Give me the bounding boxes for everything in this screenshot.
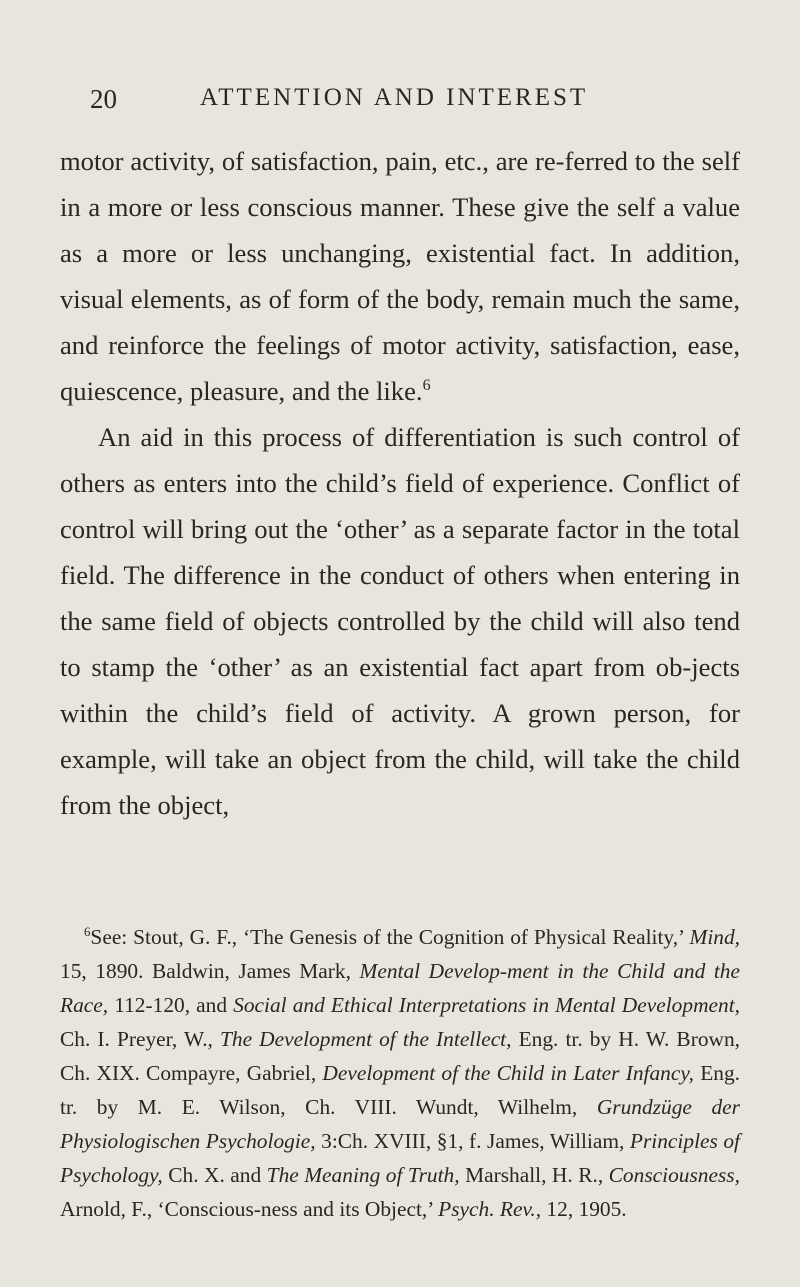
footnote-title: Mind, (689, 925, 740, 949)
footnote-text (60, 920, 740, 1226)
page-number: 20 (90, 84, 117, 114)
footnote-marker: 6 (84, 924, 91, 939)
body-text (60, 138, 740, 828)
paragraph-2: An aid in this process of differentiation is such control of others as enters into the child’s field of experience. Conflict of control will bring out the ‘other’ as a separate factor in the total field. The difference in the conduct of others when entering in the same field of objects controlled by the child will also tend to stamp the ‘other’ as an existential fact apart from ob-jects within the child’s field of activity. A grown person, for example, will take an object from the child, will take the child from the object, (60, 422, 740, 820)
footnote-title: Principles of Psychology, (60, 1129, 740, 1187)
footnote-reference: 6 (422, 377, 431, 395)
footnote-title: The Development of the Intellect, (220, 1027, 512, 1051)
footnote-title: Development of the Child in Later Infancy, (322, 1061, 694, 1085)
footnote-segment: Marshall, H. R., (459, 1163, 609, 1187)
footnote-title: Social and Ethical Interpretations in Mental Development, (233, 993, 740, 1017)
footnote-segment: Arnold, F., ‘Conscious-ness and its Object,’ (60, 1197, 439, 1221)
footnote-segment: 12, 1905. (541, 1197, 627, 1221)
footnote-title: Grundzüge der Physiologischen Psychologie, (60, 1095, 740, 1153)
footnote-segment: Eng. tr. by M. E. Wilson, Ch. VIII. Wundt, Wilhelm, (60, 1061, 740, 1119)
footnote-segment: See: Stout, G. F., ‘The Genesis of the Cognition of Physical Reality,’ (90, 925, 690, 949)
footnote-title: Consciousness, (608, 1163, 740, 1187)
paragraph-1 (60, 138, 740, 414)
footnote-segment: Ch. X. and (162, 1163, 267, 1187)
footnote-body (60, 925, 740, 1221)
footnote-segment: Eng. tr. by H. W. Brown, Ch. XIX. Compayre, Gabriel, (60, 1027, 741, 1085)
footnote-title: The Meaning of Truth, (266, 1163, 460, 1187)
footnote-segment: 15, 1890. Baldwin, James Mark, (60, 959, 360, 983)
footnote (60, 920, 740, 1226)
page-header (90, 84, 740, 118)
running-head: ATTENTION AND INTEREST (200, 84, 589, 111)
footnote-title: Psych. Rev., (438, 1197, 542, 1221)
footnote-title: Mental Develop-ment in the Child and the Race, (60, 959, 740, 1017)
paragraph-1-text: motor activity, of satisfaction, pain, etc., are re-ferred to the self in a more or less conscious manner. These give the self a value as a more or less unchanging, existential fact. In addition, visual elements, as of form of the body, remain much the same, and reinforce the feelings of motor activity, satisfaction, ease, quiescence, pleasure, and the like. (60, 146, 740, 406)
footnote-segment: 112-120, and (108, 993, 234, 1017)
footnote-segment: 3:Ch. XVIII, §1, f. James, William, (315, 1129, 630, 1153)
footnote-segment: Ch. I. Preyer, W., (60, 1027, 220, 1051)
